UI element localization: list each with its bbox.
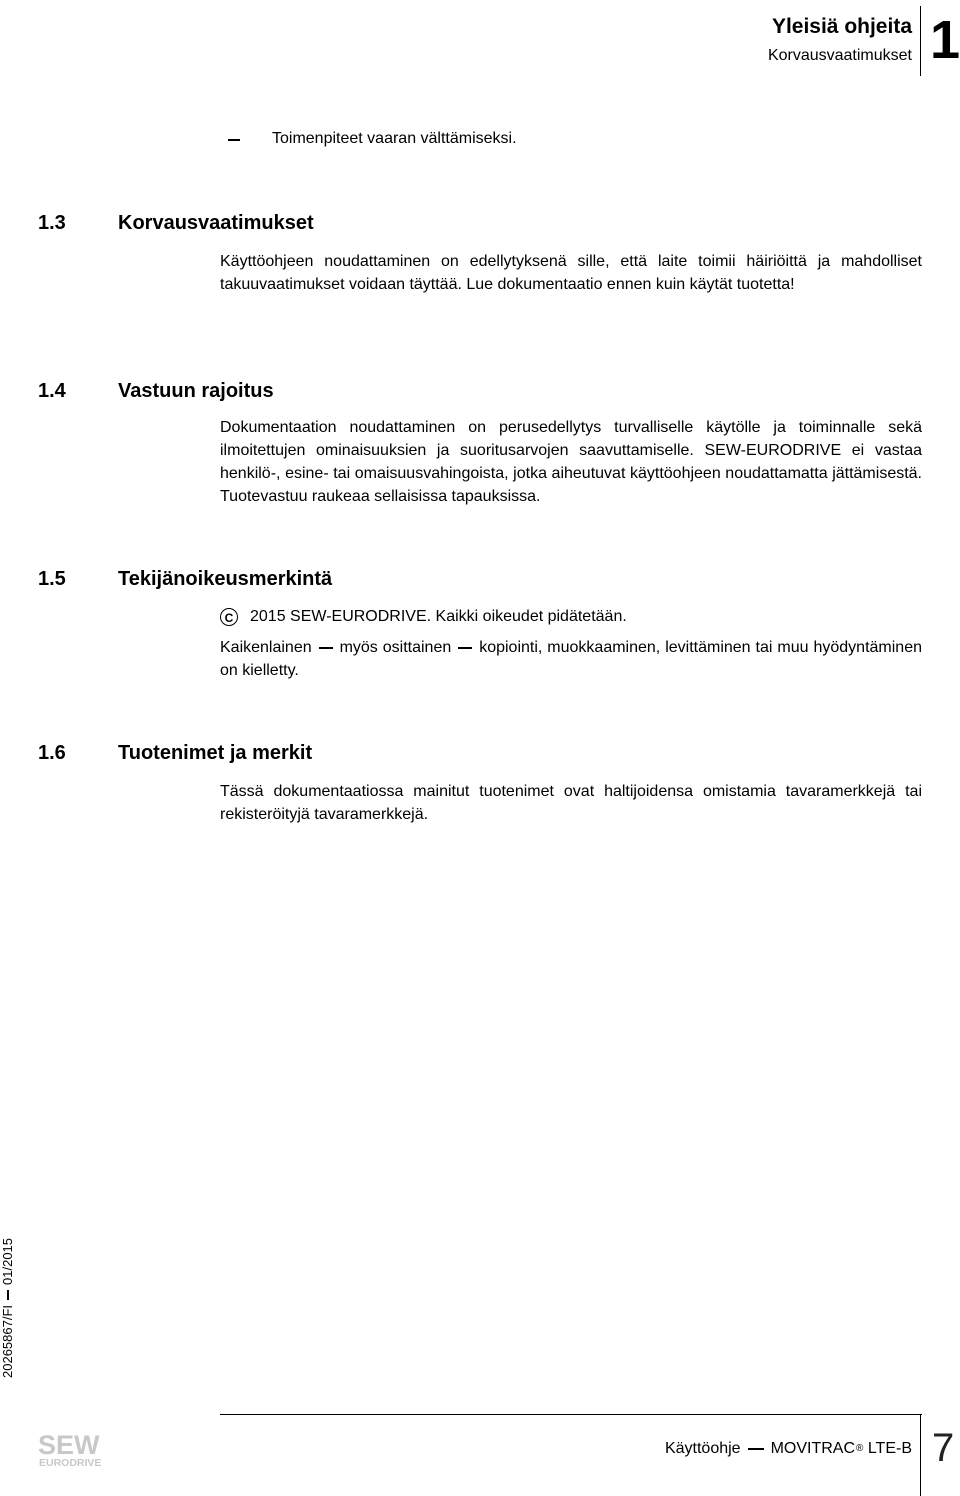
- dash-bullet: [220, 128, 272, 150]
- section-heading-1-5: [38, 566, 332, 592]
- copyright-icon: C: [220, 608, 238, 626]
- em-dash: [319, 647, 333, 649]
- page-number: 7: [932, 1426, 955, 1470]
- section-heading-1-6: [38, 740, 312, 766]
- dash-list-item-text: Toimenpiteet vaaran välttämiseksi.: [272, 130, 517, 147]
- para-part-2: myös osittainen: [339, 639, 452, 656]
- section-heading-1-3: [38, 210, 314, 236]
- section-paragraph-1-5: [220, 636, 922, 682]
- section-number: 1.5: [38, 568, 66, 590]
- logo-text-top: SEW: [38, 1430, 100, 1460]
- section-title: Vastuun rajoitus: [118, 380, 274, 402]
- header-title: Yleisiä ohjeita: [771, 15, 912, 38]
- dash-list-item: [220, 128, 517, 150]
- document-number-label: [0, 1178, 16, 1378]
- section-title: Korvausvaatimukset: [118, 212, 314, 234]
- side-dash: [7, 1290, 9, 1300]
- header-subtitle: Korvausvaatimukset: [767, 47, 912, 64]
- para-part-1: Kaikenlainen: [220, 639, 312, 656]
- footer-doc-type: Käyttöohje: [664, 1440, 741, 1457]
- footer-model: LTE-B: [867, 1440, 912, 1457]
- copyright-text: 2015 SEW-EURODRIVE. Kaikki oikeudet pidätetään.: [250, 608, 627, 625]
- section-paragraph-1-6: Tässä dokumentaatiossa mainitut tuotenimet ovat haltijoidensa omistamia tavaramerkkejä tai rekisteröityjä tavaramerkkejä.: [220, 783, 922, 823]
- section-title: Tuotenimet ja merkit: [118, 742, 313, 764]
- section-paragraph-1-3: Käyttöohjeen noudattaminen on edellytyksenä sille, että laite toimii häiriöittä ja mahdolliset takuuvaatimukset voidaan täyttää. Lue dokumentaatio ennen kuin käytät tuotetta!: [220, 253, 922, 293]
- footer-divider: [220, 1414, 922, 1415]
- para-part-3: kopiointi, muokkaaminen, levittäminen tai muu hyödyntäminen on kielletty.: [220, 639, 922, 679]
- em-dash: [458, 647, 472, 649]
- footer-document-title: Käyttöohje MOVITRAC ® LTE-B: [665, 1438, 912, 1460]
- footer-vertical-divider: [920, 1414, 921, 1496]
- footer-dash: [748, 1448, 764, 1450]
- section-heading-1-4: [38, 378, 274, 404]
- footer-product: MOVITRAC: [770, 1440, 856, 1457]
- section-title: Tekijänoikeusmerkintä: [118, 568, 333, 590]
- document-date: 01/2015: [0, 1237, 15, 1285]
- section-paragraph-1-4: Dokumentaation noudattaminen on perusedellytys turvalliselle käytölle ja toiminnalle sekä ilmoitettujen ominaisuuksien ja suoritusarvojen saavuttamiselle. SEW-EURODRIVE ei vastaa henkilö-, esine- tai omaisuusvahingoista, jotka aiheutuvat käyttöohjeen noudattamatta jättämisestä. Tuotevastuu raukeaa sellaisissa tapauksissa.: [220, 419, 922, 505]
- header-divider: [920, 6, 921, 76]
- chapter-number: 1: [930, 10, 960, 70]
- copyright-line: [220, 606, 627, 628]
- section-number: 1.6: [38, 742, 66, 764]
- logo-text-bottom: EURODRIVE: [39, 1457, 102, 1469]
- sew-eurodrive-logo: [38, 1430, 118, 1470]
- document-number: 20265867/FI: [0, 1304, 15, 1378]
- section-number: 1.3: [38, 212, 66, 234]
- section-number: 1.4: [38, 380, 66, 402]
